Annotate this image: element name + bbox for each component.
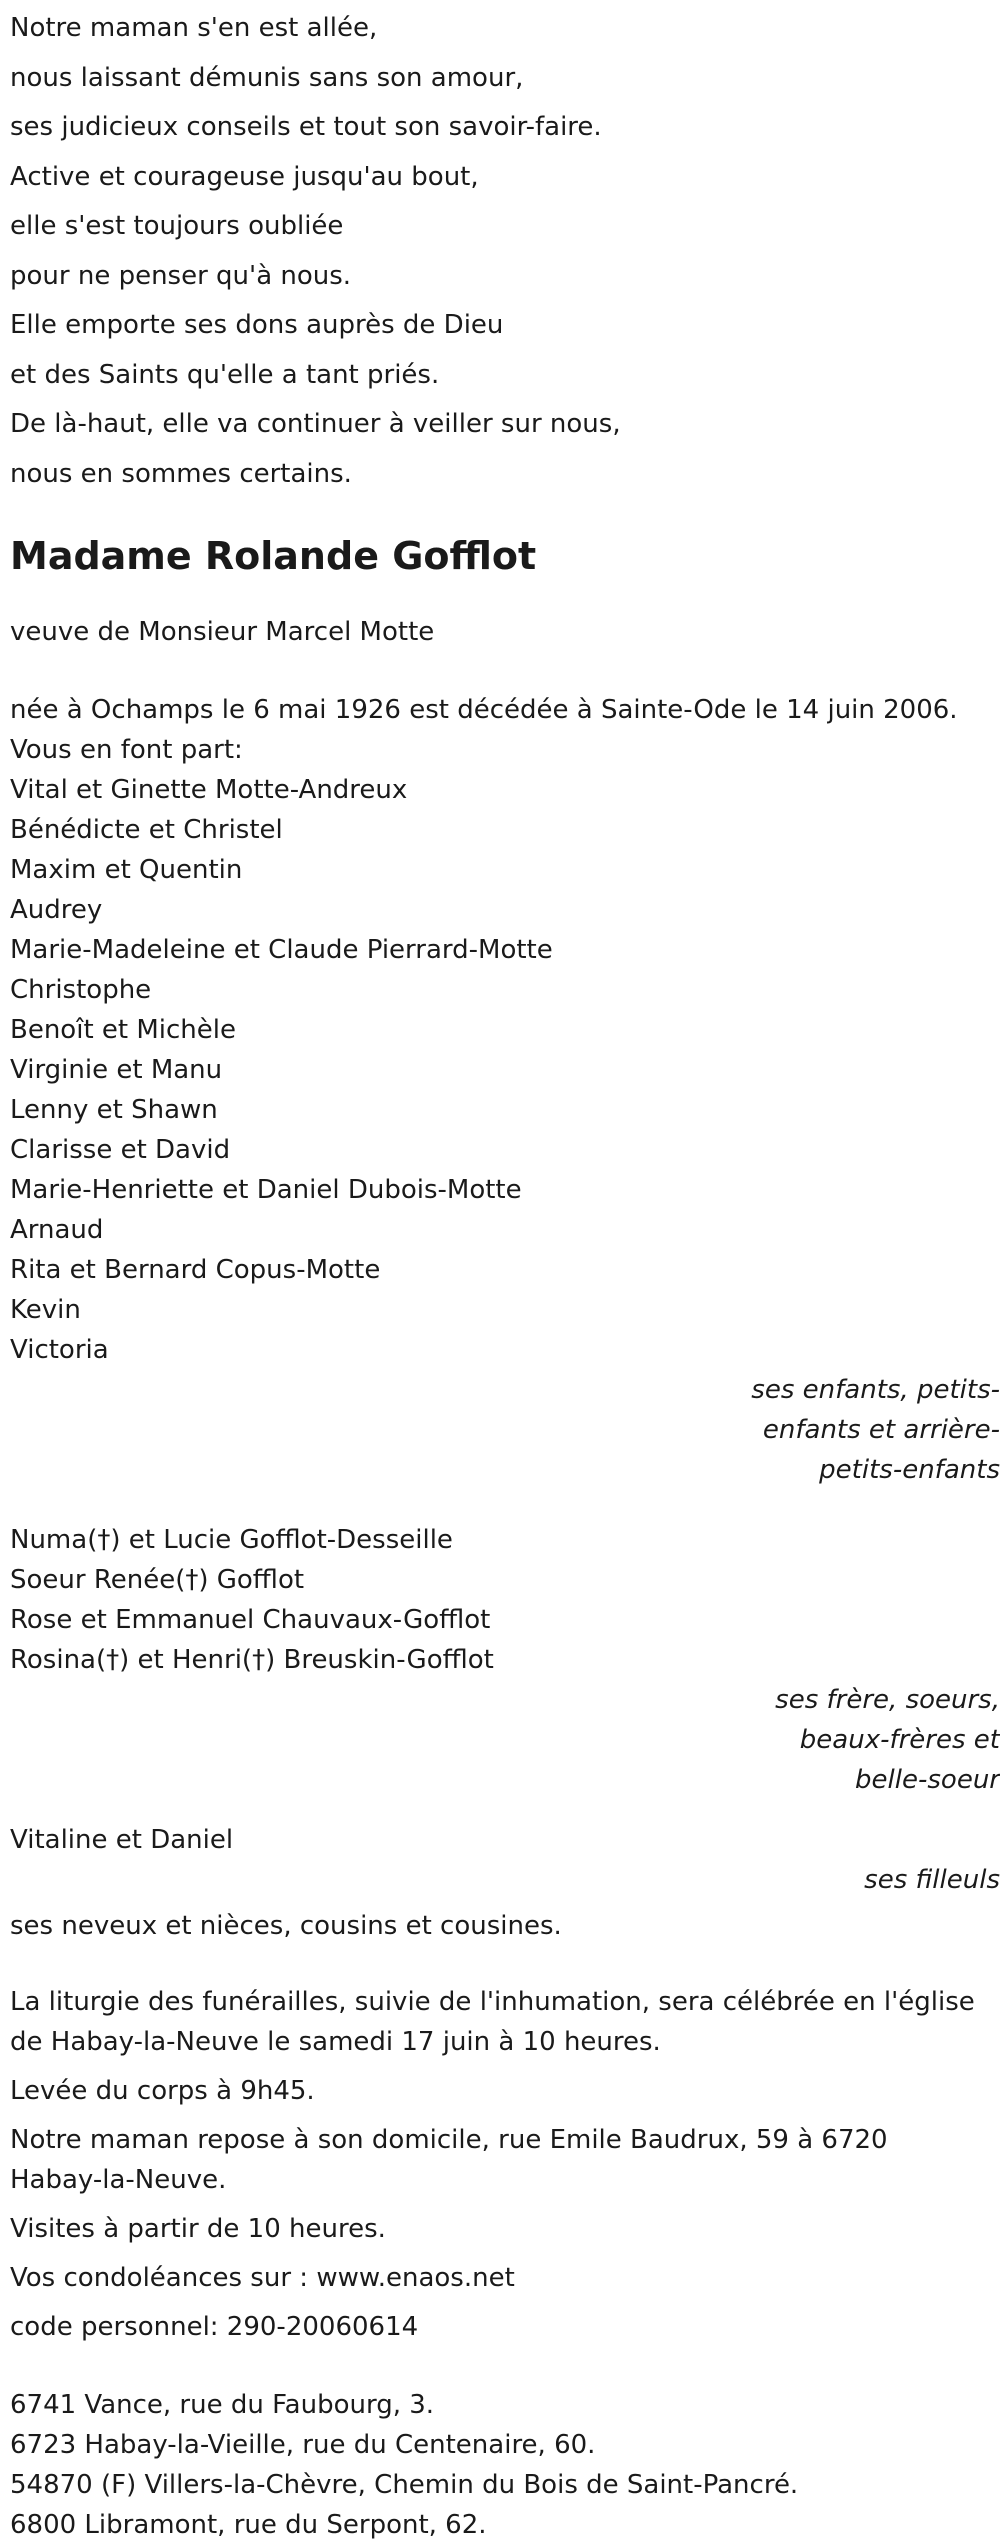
list-item: Maxim et Quentin	[10, 855, 243, 885]
address-line: 6723 Habay-la-Vieille, rue du Centenaire, 60.	[10, 2430, 596, 2460]
list-item: Audrey	[10, 895, 103, 925]
others-line: ses neveux et nièces, cousins et cousines.	[10, 1911, 562, 1941]
rest-line: Notre maman repose à son domicile, rue Emile Baudrux, 59 à 6720	[10, 2125, 888, 2155]
list-item: Rita et Bernard Copus-Motte	[10, 1255, 381, 1285]
poem-line: elle s'est toujours oubliée	[10, 211, 344, 241]
addresses-list	[10, 2385, 1000, 2545]
poem-line: et des Saints qu'elle a tant priés.	[10, 359, 440, 390]
poem-line: Notre maman s'en est allée,	[10, 13, 378, 43]
liturgy-line: La liturgie des funérailles, suivie de l'inhumation, sera célébrée en l'église	[10, 1987, 975, 2017]
rest-block	[10, 2120, 1000, 2200]
list-item: Christophe	[10, 975, 152, 1005]
birth-death-line: née à Ochamps le 6 mai 1926 est décédée à Sainte-Ode le 14 juin 2006.	[10, 695, 958, 725]
list-item: Vitaline et Daniel	[10, 1825, 234, 1855]
visits-line: Visites à partir de 10 heures.	[10, 2214, 386, 2244]
address-line: 54870 (F) Villers-la-Chèvre, Chemin du Bois de Saint-Pancré.	[10, 2470, 799, 2500]
relation-line: ses filleuls	[864, 1865, 1000, 1895]
obituary-page	[0, 8, 1000, 2545]
poem-line: Active et courageuse jusqu'au bout,	[10, 161, 479, 192]
rest-line: Habay-la-Neuve.	[10, 2165, 227, 2195]
relation-line: ses frère, soeurs,	[775, 1685, 1000, 1715]
widow-line: veuve de Monsieur Marcel Motte	[10, 617, 435, 647]
godchildren-relation	[10, 1860, 1000, 1900]
liturgy-block	[10, 1982, 1000, 2062]
godchildren-list	[10, 1820, 1000, 1860]
condolences-line: Vos condoléances sur : www.enaos.net	[10, 2263, 515, 2293]
list-item: Numa(†) et Lucie Gofflot-Desseille	[10, 1525, 453, 1555]
relation-line: petits-enfants	[819, 1455, 1000, 1485]
relation-line: belle-soeur	[855, 1765, 1000, 1795]
levee-line: Levée du corps à 9h45.	[10, 2076, 315, 2106]
announce-line: Vous en font part:	[10, 735, 243, 765]
list-item: Victoria	[10, 1335, 109, 1365]
poem-line: nous laissant démunis sans son amour,	[10, 62, 524, 93]
address-line: 6800 Libramont, rue du Serpont, 62.	[10, 2510, 487, 2540]
poem-line: pour ne penser qu'à nous.	[10, 260, 352, 291]
siblings-list	[10, 1520, 1000, 1680]
list-item: Virginie et Manu	[10, 1055, 223, 1085]
list-item: Benoît et Michèle	[10, 1015, 237, 1045]
list-item: Arnaud	[10, 1215, 104, 1245]
code-line: code personnel: 290-20060614	[10, 2312, 419, 2342]
list-item: Rose et Emmanuel Chauvaux-Gofflot	[10, 1605, 491, 1635]
poem-line: nous en sommes certains.	[10, 458, 352, 489]
list-item: Kevin	[10, 1295, 81, 1325]
children-list	[10, 770, 1000, 1370]
list-item: Rosina(†) et Henri(†) Breuskin-Gofflot	[10, 1645, 494, 1675]
poem-line: ses judicieux conseils et tout son savoir-faire.	[10, 112, 602, 142]
list-item: Marie-Henriette et Daniel Dubois-Motte	[10, 1175, 522, 1205]
relation-line: enfants et arrière-	[762, 1415, 1000, 1445]
list-item: Marie-Madeleine et Claude Pierrard-Motte	[10, 935, 553, 965]
poem-line: Elle emporte ses dons auprès de Dieu	[10, 310, 504, 340]
list-item: Clarisse et David	[10, 1135, 231, 1165]
liturgy-line: de Habay-la-Neuve le samedi 17 juin à 10 heures.	[10, 2027, 661, 2057]
poem-line: De là-haut, elle va continuer à veiller sur nous,	[10, 409, 621, 439]
list-item: Bénédicte et Christel	[10, 815, 283, 845]
list-item: Lenny et Shawn	[10, 1095, 218, 1125]
relation-line: ses enfants, petits-	[751, 1375, 1000, 1405]
poem	[10, 8, 1000, 503]
deceased-name: Madame Rolande Gofflot	[10, 534, 537, 578]
siblings-relation	[10, 1680, 1000, 1800]
list-item: Soeur Renée(†) Gofflot	[10, 1565, 305, 1595]
children-relation	[10, 1370, 1000, 1490]
relation-line: beaux-frères et	[799, 1725, 1000, 1755]
list-item: Vital et Ginette Motte-Andreux	[10, 775, 408, 805]
address-line: 6741 Vance, rue du Faubourg, 3.	[10, 2390, 435, 2420]
